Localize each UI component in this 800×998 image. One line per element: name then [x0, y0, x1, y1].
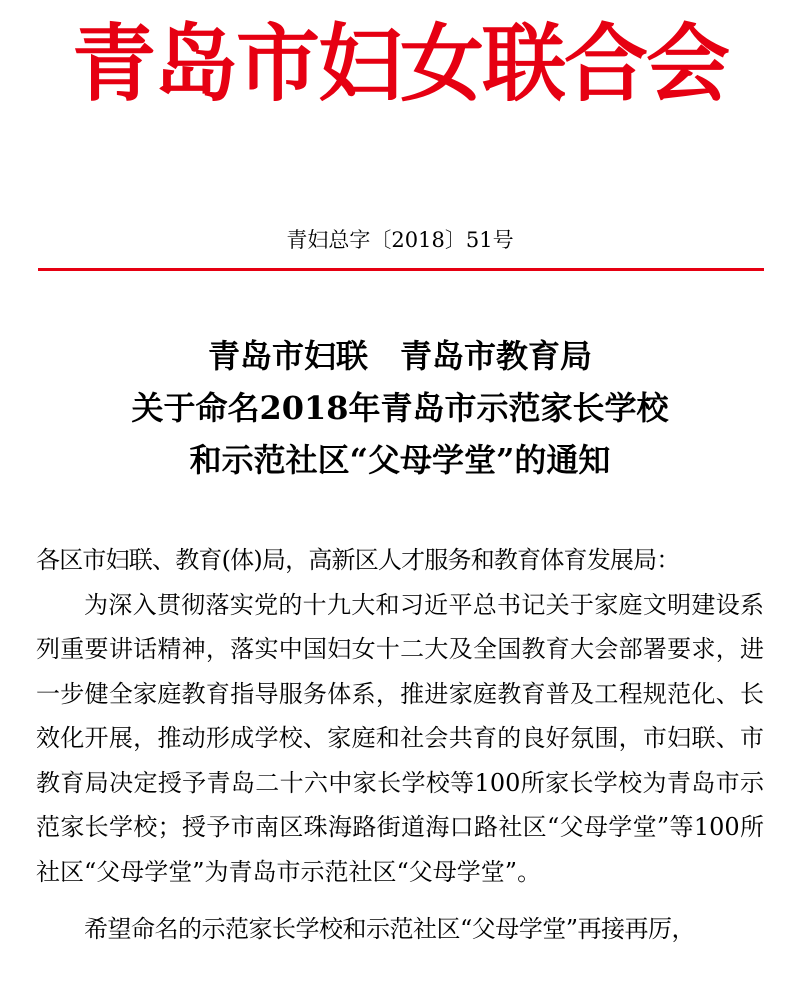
- red-divider-rule: [38, 268, 764, 271]
- document-number: 青妇总字〔2018〕51号: [286, 228, 514, 252]
- salutation: 各区市妇联、教育(体)局，高新区人才服务和教育体育发展局：: [36, 546, 680, 574]
- masthead-organization: 青岛市妇女联合会: [71, 14, 728, 113]
- document-body: [36, 538, 764, 952]
- body-paragraph-2: 希望命名的示范家长学校和示范社区“父母学堂”再接再厉，: [84, 915, 696, 943]
- title-line-1: 青岛市妇联 青岛市教育局: [207, 337, 592, 375]
- title-line-2: 关于命名2018年青岛市示范家长学校: [131, 389, 669, 427]
- body-paragraph-1: 为深入贯彻落实党的十九大和习近平总书记关于家庭文明建设系列重要讲话精神，落实中国妇女十二大及全国教育大会部署要求，进一步健全家庭教育指导服务体系，推进家庭教育普及工程规范化、长效化开展，推动形成学校、家庭和社会共育的良好氛围，市妇联、市教育局决定授予青岛二十六中家长学校等100所家长学校为青岛市示范家长学校；授予市南区珠海路街道海口路社区“父母学堂”等100所社区“父母学堂”为青岛市示范社区“父母学堂”。: [36, 590, 764, 886]
- title-line-3: 和示范社区“父母学堂”的通知: [189, 441, 611, 479]
- document-title: [0, 330, 800, 486]
